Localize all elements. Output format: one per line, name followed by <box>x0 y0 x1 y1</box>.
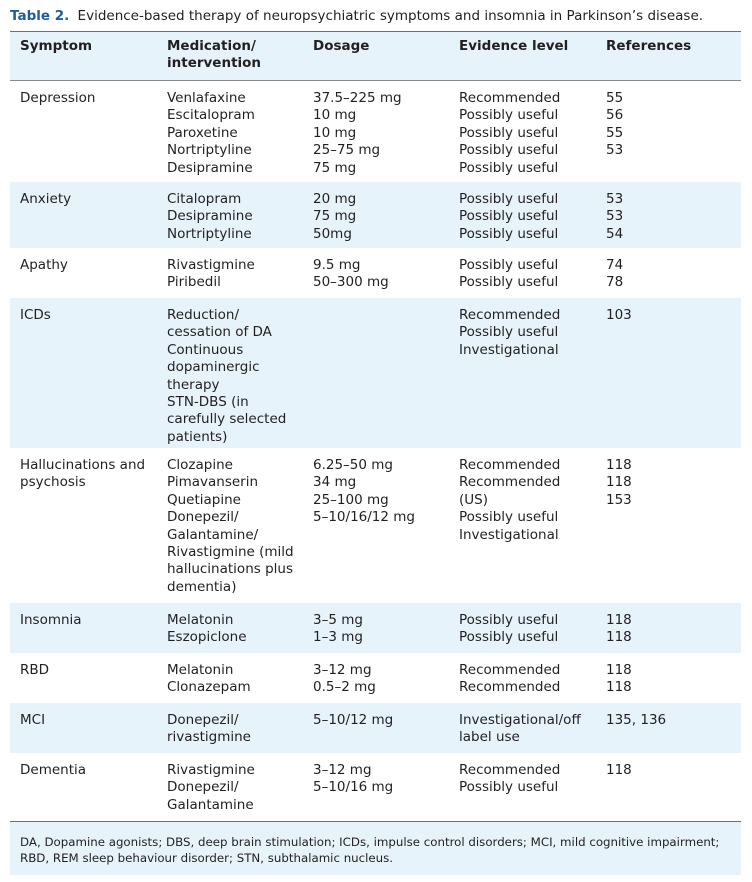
dosage-line: 6.25–50 mg <box>313 457 393 473</box>
evidence-line: Possibly useful <box>459 142 559 159</box>
medication-line: Clonazepam <box>167 679 251 696</box>
references-line: 118 <box>606 762 632 778</box>
symptom-line: Depression <box>20 90 96 106</box>
medication-line: Quetiapine <box>167 491 241 508</box>
table-row <box>10 182 741 248</box>
references-line: 54 <box>606 225 624 242</box>
dosage-line: 75 mg <box>313 159 357 176</box>
references-line: 74 <box>606 257 624 273</box>
medication-line: STN-DBS (in <box>167 394 249 411</box>
medication-line: Nortriptyline <box>167 225 252 242</box>
references-line: 53 <box>606 142 624 159</box>
medication-line: Paroxetine <box>167 124 238 141</box>
table-footnote <box>10 821 741 875</box>
footnote-text: DA, Dopamine agonists; DBS, deep brain stimulation; ICDs, impulse control disorders; MCI, mild cognitive impairment; RBD, REM sleep behaviour disorder; STN, subthalamic nucleus. <box>20 835 720 865</box>
cell-symptom <box>20 762 86 779</box>
dosage-line: 20 mg <box>313 191 357 207</box>
dosage-line: 34 mg <box>313 474 357 491</box>
dosage-line: 5–10/12 mg <box>313 712 394 728</box>
cell-medication <box>167 712 251 747</box>
references-line: 53 <box>606 191 624 207</box>
table-row <box>10 298 741 448</box>
cell-medication <box>167 662 251 697</box>
cell-evidence <box>459 457 560 544</box>
table-caption <box>10 8 703 24</box>
table-row <box>10 653 741 703</box>
cell-evidence <box>459 712 581 747</box>
symptom-line: Insomnia <box>20 612 82 628</box>
header-dosage: Dosage <box>313 38 370 54</box>
symptom-line: ICDs <box>20 307 51 323</box>
table-row <box>10 448 741 603</box>
cell-dosage <box>313 257 389 292</box>
cell-references <box>606 712 666 729</box>
evidence-line: Possibly useful <box>459 629 559 646</box>
dosage-line: 75 mg <box>313 208 357 225</box>
cell-references <box>606 307 632 324</box>
header-medication: Medication/ intervention <box>167 38 262 71</box>
dosage-line: 50–300 mg <box>313 274 389 291</box>
references-line: 118 <box>606 474 632 491</box>
evidence-line: Investigational/off <box>459 712 581 728</box>
cell-references <box>606 612 632 647</box>
dosage-line: 5–10/16/12 mg <box>313 509 415 526</box>
cell-references <box>606 662 632 697</box>
header-evidence-level: Evidence level <box>459 38 569 54</box>
symptom-line: RBD <box>20 662 50 678</box>
evidence-line: label use <box>459 729 520 746</box>
evidence-line: Possibly useful <box>459 124 559 141</box>
evidence-line: Investigational <box>459 341 559 358</box>
evidence-line: Recommended <box>459 457 561 473</box>
references-line: 103 <box>606 307 632 323</box>
evidence-line: Recommended <box>459 679 561 696</box>
cell-evidence <box>459 191 558 243</box>
evidence-line: (US) <box>459 491 488 508</box>
references-line: 153 <box>606 491 632 508</box>
medication-line: Galantamine/ <box>167 526 259 543</box>
evidence-line: Possibly useful <box>459 274 559 291</box>
table-header <box>10 32 741 81</box>
table-row <box>10 603 741 653</box>
dosage-line: 50mg <box>313 225 352 242</box>
evidence-line: Investigational <box>459 526 559 543</box>
references-line: 118 <box>606 629 632 646</box>
symptom-line: Anxiety <box>20 191 72 207</box>
medication-line: Donepezil/ <box>167 712 239 728</box>
cell-dosage <box>313 457 415 527</box>
evidence-line: Recommended <box>459 474 561 491</box>
medication-line: Eszopiclone <box>167 629 247 646</box>
dosage-line: 9.5 mg <box>313 257 361 273</box>
cell-dosage <box>313 191 356 243</box>
medication-line: Desipramine <box>167 159 253 176</box>
evidence-line: Possibly useful <box>459 208 559 225</box>
cell-medication <box>167 307 286 446</box>
evidence-line: Possibly useful <box>459 779 559 796</box>
evidence-line: Possibly useful <box>459 159 559 176</box>
cell-dosage <box>313 762 393 797</box>
dosage-line: 10 mg <box>313 107 357 124</box>
cell-medication <box>167 612 247 647</box>
evidence-line: Possibly useful <box>459 612 559 628</box>
cell-dosage <box>313 712 393 729</box>
cell-medication <box>167 191 253 243</box>
medication-line: dementia) <box>167 578 237 595</box>
dosage-line: 10 mg <box>313 124 357 141</box>
cell-symptom <box>20 712 45 729</box>
medication-line: Continuous <box>167 341 244 358</box>
cell-references <box>606 762 632 779</box>
evidence-line: Possibly useful <box>459 191 559 207</box>
references-line: 78 <box>606 274 624 291</box>
table-row <box>10 248 741 298</box>
medication-line: hallucinations plus <box>167 561 293 578</box>
symptom-line: MCI <box>20 712 46 728</box>
medication-line: patients) <box>167 428 228 445</box>
cell-dosage <box>313 662 376 697</box>
symptom-line: Dementia <box>20 762 87 778</box>
cell-dosage <box>313 90 402 177</box>
medication-line: Citalopram <box>167 191 242 207</box>
medication-line: Escitalopram <box>167 107 255 124</box>
table-title: Evidence-based therapy of neuropsychiatric symptoms and insomnia in Parkinson’s disease. <box>77 8 704 24</box>
cell-evidence <box>459 257 558 292</box>
references-line: 55 <box>606 90 624 106</box>
evidence-line: Recommended <box>459 90 561 106</box>
references-line: 55 <box>606 124 624 141</box>
evidence-line: Recommended <box>459 662 561 678</box>
references-line: 53 <box>606 208 624 225</box>
cell-symptom <box>20 307 51 324</box>
cell-evidence <box>459 90 560 177</box>
cell-medication <box>167 90 255 177</box>
table <box>10 31 741 875</box>
dosage-line: 3–5 mg <box>313 612 363 628</box>
header-references: References <box>606 38 692 54</box>
medication-line: Rivastigmine <box>167 257 255 273</box>
medication-line: carefully selected <box>167 411 287 428</box>
cell-symptom <box>20 612 82 629</box>
references-line: 56 <box>606 107 624 124</box>
dosage-line: 25–100 mg <box>313 491 389 508</box>
table-row <box>10 753 741 826</box>
dosage-line: 0.5–2 mg <box>313 679 376 696</box>
evidence-line: Possibly useful <box>459 509 559 526</box>
medication-line: Piribedil <box>167 274 221 291</box>
cell-medication <box>167 762 255 814</box>
cell-symptom <box>20 90 95 107</box>
medication-line: Nortriptyline <box>167 142 252 159</box>
cell-references <box>606 191 623 243</box>
cell-references <box>606 257 623 292</box>
evidence-line: Recommended <box>459 307 561 323</box>
medication-line: Reduction/ <box>167 307 240 323</box>
medication-line: rivastigmine <box>167 729 251 746</box>
references-line: 118 <box>606 612 632 628</box>
references-line: 118 <box>606 679 632 696</box>
evidence-line: Possibly useful <box>459 257 559 273</box>
medication-line: Rivastigmine <box>167 762 255 778</box>
cell-symptom <box>20 257 68 274</box>
table-label: Table 2. <box>10 8 70 24</box>
dosage-line: 37.5–225 mg <box>313 90 402 106</box>
cell-dosage <box>313 612 363 647</box>
medication-line: Melatonin <box>167 612 234 628</box>
evidence-line: Possibly useful <box>459 107 559 124</box>
symptom-line: psychosis <box>20 474 86 491</box>
header-symptom: Symptom <box>20 38 93 54</box>
table-row <box>10 703 741 753</box>
medication-line: dopaminergic <box>167 359 260 376</box>
symptom-line: Apathy <box>20 257 68 273</box>
evidence-line: Possibly useful <box>459 225 559 242</box>
medication-line: Donepezil/ <box>167 509 239 526</box>
medication-line: Rivastigmine (mild <box>167 544 294 561</box>
references-line: 118 <box>606 662 632 678</box>
references-line: 135, 136 <box>606 712 667 728</box>
cell-medication <box>167 457 294 596</box>
medication-line: Galantamine <box>167 796 254 813</box>
medication-line: Desipramine <box>167 208 253 225</box>
table-row <box>10 81 741 182</box>
evidence-line: Possibly useful <box>459 324 559 341</box>
medication-line: Melatonin <box>167 662 234 678</box>
medication-line: therapy <box>167 376 220 393</box>
cell-evidence <box>459 662 560 697</box>
evidence-line: Recommended <box>459 762 561 778</box>
dosage-line: 5–10/16 mg <box>313 779 394 796</box>
medication-line: Pimavanserin <box>167 474 259 491</box>
medication-line: Venlafaxine <box>167 90 246 106</box>
dosage-line: 25–75 mg <box>313 142 381 159</box>
cell-symptom <box>20 457 145 492</box>
medication-line: cessation of DA <box>167 324 272 341</box>
cell-evidence <box>459 612 558 647</box>
references-line: 118 <box>606 457 632 473</box>
medication-line: Clozapine <box>167 457 233 473</box>
cell-references <box>606 457 632 509</box>
cell-symptom <box>20 191 71 208</box>
symptom-line: Hallucinations and <box>20 457 146 473</box>
cell-evidence <box>459 762 560 797</box>
cell-medication <box>167 257 255 292</box>
dosage-line: 3–12 mg <box>313 762 372 778</box>
cell-references <box>606 90 623 160</box>
cell-symptom <box>20 662 49 679</box>
cell-evidence <box>459 307 560 359</box>
medication-line: Donepezil/ <box>167 779 239 796</box>
dosage-line: 1–3 mg <box>313 629 363 646</box>
dosage-line: 3–12 mg <box>313 662 372 678</box>
